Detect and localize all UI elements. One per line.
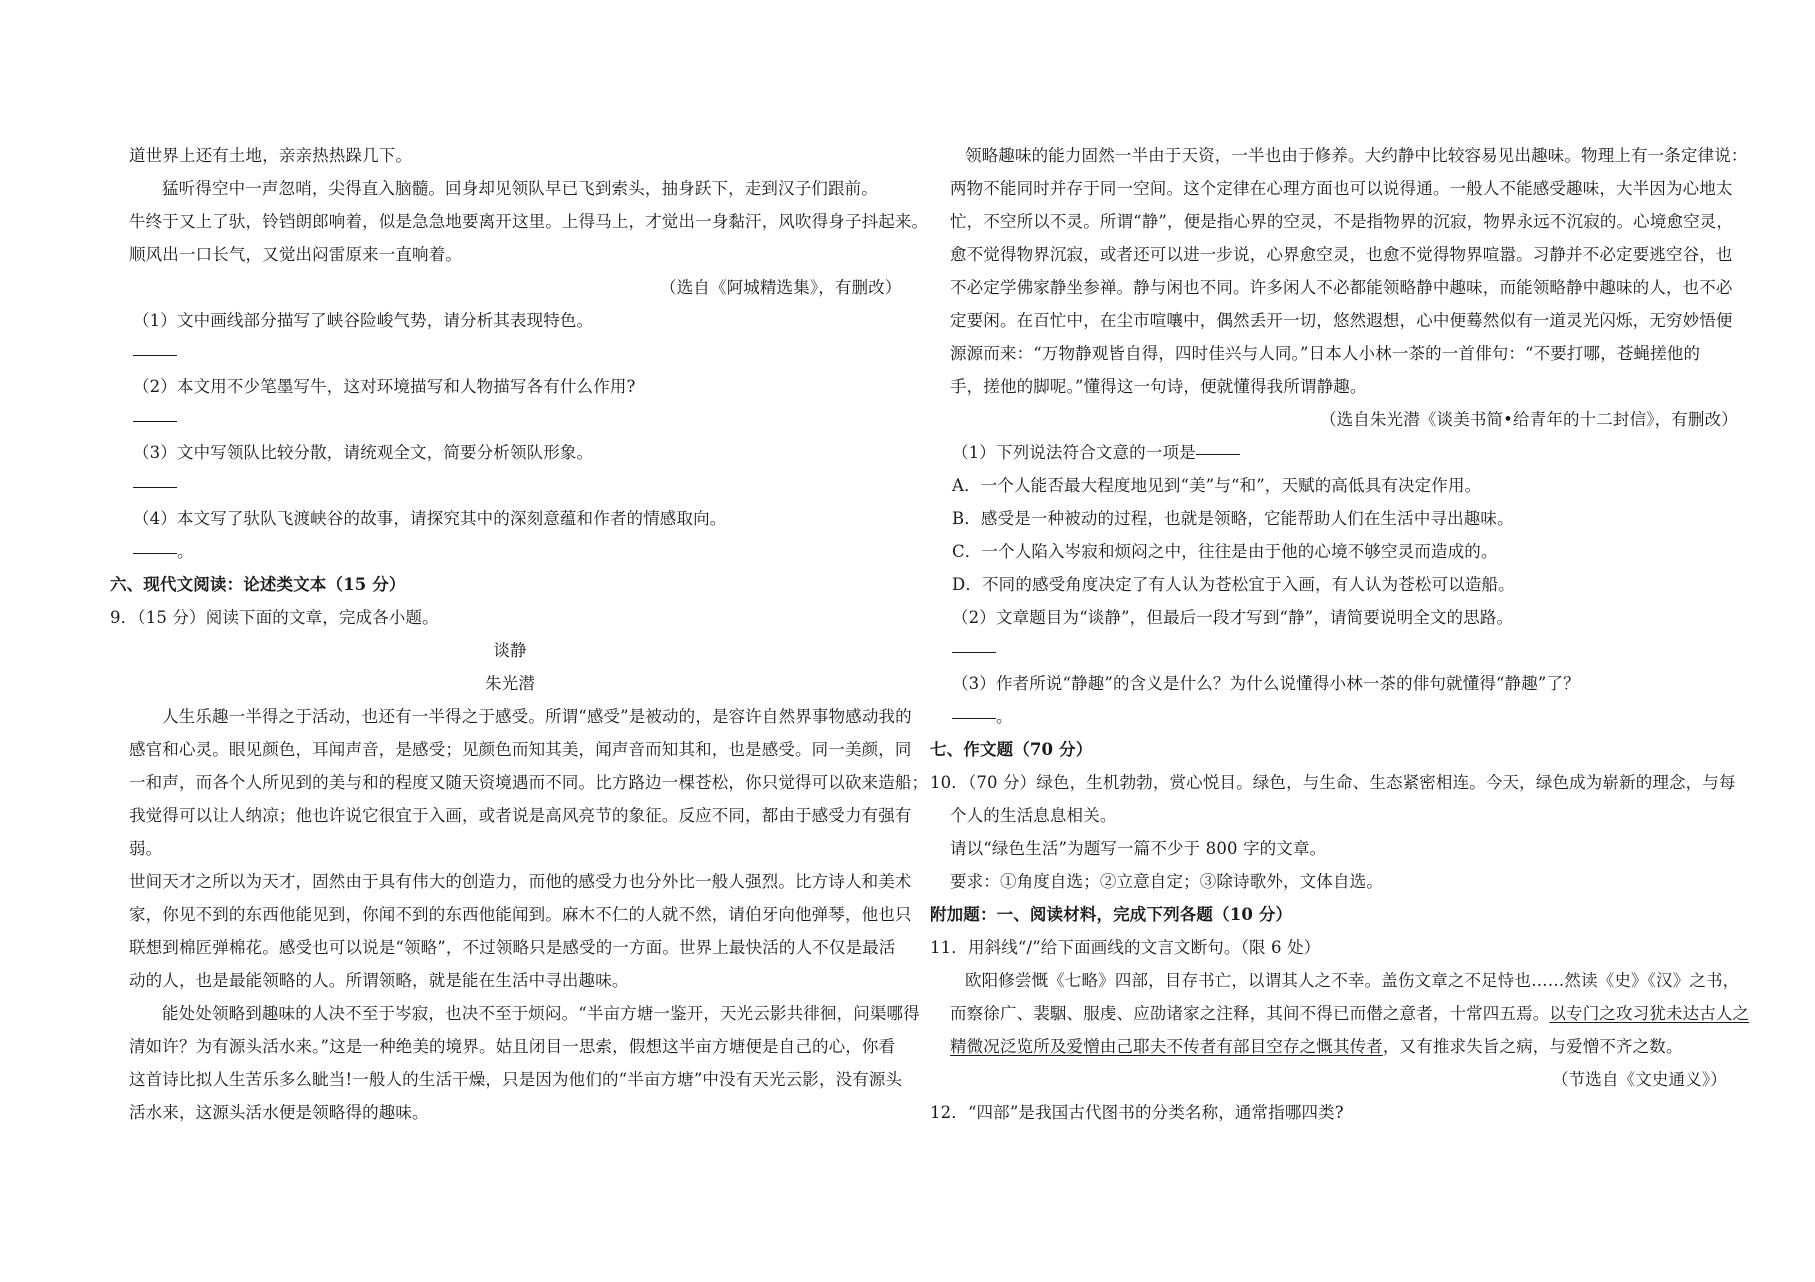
essay-title: 谈静	[493, 641, 527, 660]
period: 。	[177, 542, 194, 561]
essay-line: 联想到棉匠弹棉花。感受也可以说是“领略”，不过领略只是感受的一方面。世界上最快活的人不仅是最活	[129, 938, 896, 957]
answer-blank	[952, 707, 1013, 727]
classical-text-line	[950, 1004, 1749, 1024]
question-8-2: （2）本文用不少笔墨写牛，这对环境描写和人物描写各有什么作用?	[133, 377, 636, 396]
plain-text: 而察徐广、裴駰、服虔、应劭诸家之注释，其间不得已而僣之意者，十常四五焉。	[950, 1004, 1550, 1023]
question-9-3: （3）作者所说“静趣”的含义是什么？为什么说懂得小林一茶的俳句就懂得“静趣”了？	[952, 674, 1580, 693]
source-citation: （选自朱光潜《谈美书简•给青年的十二封信》，有删改）	[1320, 410, 1738, 429]
essay-line: 动的人，也是最能领略的人。所谓领略，就是能在生活中寻出趣味。	[129, 971, 629, 990]
plain-text: ，又有推求失旨之病，与爱憎不齐之数。	[1382, 1037, 1683, 1056]
text-line: 顺风出一口长气，又觉出闷雷原来一直响着。	[129, 245, 462, 264]
text-line: 道世界上还有土地，亲亲热热跺几下。	[129, 146, 413, 165]
essay-line: 世间天才之所以为天才，固然由于具有伟大的创造力，而他的感受力也分外比一般人强烈。比方诗人和美术	[129, 872, 912, 891]
question-10: 要求：①角度自选；②立意自定；③除诗歌外，文体自选。	[950, 872, 1383, 891]
question-9-1	[952, 443, 1240, 463]
essay-line: 家，你见不到的东西他能见到，你闻不到的东西他能闻到。麻木不仁的人就不然，请伯牙向他弹琴，他也只	[129, 905, 912, 924]
essay-line: 弱。	[129, 839, 163, 858]
essay-line: 愈不觉得物界沉寂，或者还可以进一步说，心界愈空灵，也愈不觉得物界喧嚣。习静并不必定要逃空谷，也	[950, 245, 1733, 264]
essay-line: 我觉得可以让人纳凉；他也许说它很宜于入画，或者说是高风亮节的象征。反应不同，都由于感受力有强有	[129, 806, 912, 825]
source-citation: （选自《阿城精选集》，有删改）	[660, 278, 902, 297]
essay-line: 忙，不空所以不灵。所谓“静”，便是指心界的空灵，不是指物界的沉寂，物界永远不沉寂的。心境愈空灵，	[950, 212, 1734, 231]
question-10: 10．（70 分）绿色，生机勃勃，赏心悦目。绿色，与生命、生态紧密相连。今天，绿色成为崭新的理念，与每	[930, 773, 1736, 792]
answer-blank	[133, 476, 177, 496]
option-b: B．感受是一种被动的过程，也就是领略，它能帮助人们在生活中寻出趣味。	[952, 509, 1514, 528]
essay-line: 领略趣味的能力固然一半由于天资，一半也由于修养。大约静中比较容易见出趣味。物理上有一条定律说：	[965, 146, 1748, 165]
question-10: 个人的生活息息相关。	[950, 806, 1117, 825]
essay-line: 定要闲。在百忙中，在尘市喧嚷中，偶然丢开一切，悠然遐想，心中便蓦然似有一道灵光闪烁，无穷妙悟便	[950, 311, 1733, 330]
essay-line: 活水来，这源头活水便是领略得的趣味。	[129, 1103, 429, 1122]
option-c: C．一个人陷入岑寂和烦闷之中，往往是由于他的心境不够空灵而造成的。	[952, 542, 1498, 561]
essay-line: 一和声，而各个人所见到的美与和的程度又随天资境遇而不同。比方路边一棵苍松，你只觉得可以砍来造船；	[129, 773, 929, 792]
essay-line: 源源而来：“万物静观皆自得，四时佳兴与人同。”日本人小林一茶的一首俳句：“不要打哪，苍蝇搓他的	[950, 344, 1701, 363]
option-a: A．一个人能否最大程度地见到“美”与“和”，天赋的高低具有决定作用。	[952, 476, 1482, 495]
question-11: 11．用斜线“/”给下面画线的文言文断句。（限 6 处）	[930, 938, 1321, 957]
section-heading: 七、作文题（70 分）	[930, 740, 1093, 759]
question-9-2: （2）文章题目为“谈静”，但最后一段才写到“静”，请简要说明全文的思路。	[952, 608, 1514, 627]
essay-line: 清如许？为有源头活水来。”这是一种绝美的境界。姑且闭目一思索，假想这半亩方塘便是自己的心，你看	[129, 1037, 896, 1056]
essay-line: 人生乐趣一半得之于活动，也还有一半得之于感受。所谓“感受”是被动的，是容许自然界事物感动我的	[162, 707, 912, 726]
underlined-text: 以专门之攻习犹未达古人之	[1549, 1004, 1750, 1023]
answer-blank	[133, 344, 177, 364]
essay-line: 这首诗比拟人生苦乐多么眦当!一般人的生活干燥，只是因为他们的“半亩方塘”中没有天光云影，没有源头	[129, 1070, 903, 1089]
essay-line: 能处处领略到趣味的人决不至于岑寂，也决不至于烦闷。“半亩方塘一鉴开，天光云影共徘徊，问渠哪得	[162, 1004, 920, 1023]
question-8-3: （3）文中写领队比较分散，请统观全文，简要分析领队形象。	[133, 443, 594, 462]
section-heading: 六、现代文阅读：论述类文本（15 分）	[110, 575, 406, 594]
source-citation: （节选自《文史通义》）	[1552, 1070, 1727, 1089]
text-line: 牛终于又上了驮，铃铛朗郎响着，似是急急地要离开这里。上得马上，才觉出一身黏汗，风吹得身子抖起来。	[129, 212, 929, 231]
answer-blank	[133, 542, 194, 562]
essay-line: 两物不能同时并存于同一空间。这个定律在心理方面也可以说得通。一般人不能感受趣味，大半因为心地太	[950, 179, 1733, 198]
question-8-4: （4）本文写了驮队飞渡峡谷的故事，请探究其中的深刻意蕴和作者的情感取向。	[133, 509, 727, 528]
question-10: 请以“绿色生活”为题写一篇不少于 800 字的文章。	[950, 839, 1327, 858]
question-12: 12．“四部”是我国古代图书的分类名称，通常指哪四类?	[930, 1103, 1344, 1122]
essay-line: 不必定学佛家静坐参禅。静与闲也不同。许多闲人不必都能领略静中趣味，而能领略静中趣味的人，也不必	[950, 278, 1733, 297]
classical-text-line	[950, 1037, 1683, 1057]
text-line: 猛听得空中一声忽哨，尖得直入脑髓。回身却见领队早已飞到索头，抽身跃下，走到汉子们跟前。	[162, 179, 878, 198]
period: 。	[996, 707, 1013, 726]
essay-line: 手，搓他的脚呢。”懂得这一句诗，便就懂得我所谓静趣。	[950, 377, 1367, 396]
underlined-text: 精微况泛览所及爱憎由己耶夫不传者有部目空存之慨其传者	[950, 1037, 1383, 1056]
answer-blank	[952, 641, 996, 661]
question-9-intro: 9．（15 分）阅读下面的文章，完成各小题。	[110, 608, 439, 627]
answer-blank	[133, 410, 177, 430]
essay-line: 感官和心灵。眼见颜色，耳闻声音，是感受；见颜色而知其美，闻声音而知其和，也是感受。同一美颜，同	[129, 740, 912, 759]
section-heading: 附加题：一、阅读材料，完成下列各题（10 分）	[930, 905, 1293, 924]
classical-text-line: 欧阳修尝慨《七略》四部，目存书亡，以谓其人之不幸。盖伤文章之不足恃也……然读《史》《汉》之书，	[965, 971, 1740, 990]
option-d: D．不同的感受角度决定了有人认为苍松宜于入画，有人认为苍松可以造船。	[952, 575, 1515, 594]
question-8-1: （1）文中画线部分描写了峡谷险峻气势，请分析其表现特色。	[133, 311, 594, 330]
essay-author: 朱光潜	[485, 674, 535, 693]
question-text: （1）下列说法符合文意的一项是	[952, 443, 1196, 462]
